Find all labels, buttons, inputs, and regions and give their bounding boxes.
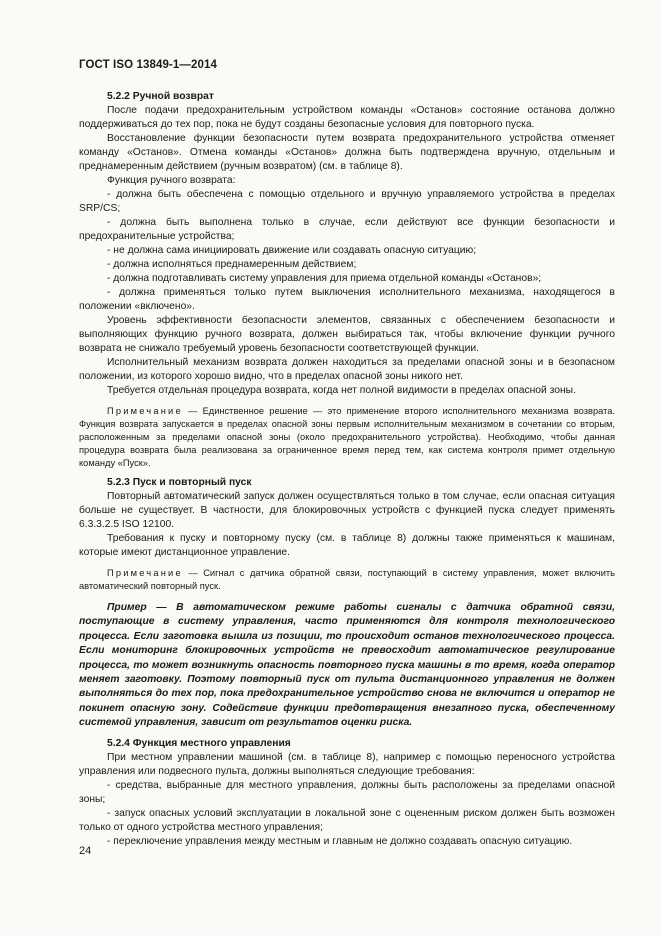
list-item: - запуск опасных условий эксплуатации в локальной зоне с оцененным риском должен быть возможен только от одного устройства местного управления; (79, 807, 615, 833)
section-heading: 5.2.2 Ручной возврат (107, 91, 214, 102)
note-label: Примечание (107, 406, 183, 416)
list-item: - должна быть выполнена только в случае, если действуют все функции безопасности и предохранительные устройства; (79, 217, 615, 242)
page-number: 24 (79, 845, 92, 857)
list-item: - должна применяться только путем выключения исполнительного механизма, находящегося в положении «включено». (79, 287, 615, 312)
paragraph: Восстановление функции безопасности путем возврата предохранительного устройства отменяет команду «Останов». Отмена команды «Останов» должна быть подтверждена вручную, отдельным и преднамеренным действием (ручным возвратом) (см. в таблице 8). (79, 133, 615, 172)
paragraph: Требования к пуску и повторному пуску (см. в таблице 8) должны также применяться к машинам, которые имеют дистанционное управление. (79, 533, 615, 558)
paragraph: Требуется отдельная процедура возврата, когда нет полной видимости в пределах опасной зоны. (107, 385, 576, 396)
list-item: - средства, выбранные для местного управления, должны быть расположены за пределами опасной зоны; (79, 779, 615, 805)
document-body (79, 90, 615, 849)
note-label: Примечание (107, 568, 183, 578)
section-heading: 5.2.4 Функция местного управления (107, 737, 291, 749)
list-item: - переключение управления между местным и главным не должно создавать опасную ситуацию. (107, 835, 573, 847)
example-block: Пример — В автоматическом режиме работы сигналы с датчика обратной связи, поступающие в систему управления, часто применяются для контроля технологического процесса. Если заготовка вышла из позиции, то происходит останов технологического процесса. Если мониторинг блокировочных устройств не превосходит автоматическое регулирование процесса, то может возникнуть опасность повторного пуска машины в то время, когда оператор меняет заготовку. Поэтому повторный пуск от пульта дистанционного управления не должен выполняться до тех пор, пока предохранительное устройство снова не включится и оператор не покинет опасную зону. Содействие функции предотвращения внезапного пуска, обеспеченному системой управления, зависит от результатов оценки риска. (79, 602, 615, 729)
note-text: — Единственное решение — это применение второго исполнительного механизма возврата. Функция возврата запускается в пределах опасной зоны первым исполнительным механизмом в сочетании со вторым, расположенным за пределами опасной зоны (около предохранительного устройства). Необходимо, чтобы данная процедура возврата была реализована за ограниченное время перед тем, как система контроля примет отдельную команду «Пуск». (79, 406, 615, 468)
paragraph: Уровень эффективности безопасности элементов, связанных с обеспечением безопасности и выполняющих функцию ручного возврата, должен выбираться так, чтобы включение функции ручного возврата не снижало требуемый уровень безопасности соответствующей функции. (79, 315, 615, 354)
list-item: - не должна сама инициировать движение или создавать опасную ситуацию; (107, 245, 477, 256)
paragraph: Исполнительный механизм возврата должен находиться за пределами опасной зоны и в безопасном положении, из которого хорошо видно, что в пределах опасной зоны никого нет. (79, 357, 615, 382)
note (79, 405, 615, 470)
paragraph: После подачи предохранительным устройством команды «Останов» состояние останова должно поддерживаться до тех пор, пока не будут созданы безопасные условия для повторного пуска. (79, 105, 615, 130)
note (79, 567, 615, 593)
list-item: - должна подготавливать систему управления для приема отдельной команды «Останов»; (107, 273, 542, 284)
paragraph: Функция ручного возврата: (107, 175, 236, 186)
list-item: - должна быть обеспечена с помощью отдельного и вручную управляемого устройства в пределах SRP/CS; (79, 189, 615, 214)
section-heading: 5.2.3 Пуск и повторный пуск (107, 477, 252, 488)
paragraph: Повторный автоматический запуск должен осуществляться только в том случае, если опасная ситуация больше не существует. В частности, для блокировочных устройств с функцией пуска следует применять 6.3.3.2.5 ISO 12100. (79, 491, 615, 530)
list-item: - должна исполняться преднамеренным действием; (107, 259, 357, 270)
note-text: — Сигнал с датчика обратной связи, поступающий в систему управления, может включить автоматический повторный пуск. (79, 568, 615, 591)
document-header: ГОСТ ISO 13849-1—2014 (79, 59, 217, 71)
paragraph: При местном управлении машиной (см. в таблице 8), например с помощью переносного устройства управления или подвесного пульта, должны выполняться следующие требования: (79, 751, 615, 777)
